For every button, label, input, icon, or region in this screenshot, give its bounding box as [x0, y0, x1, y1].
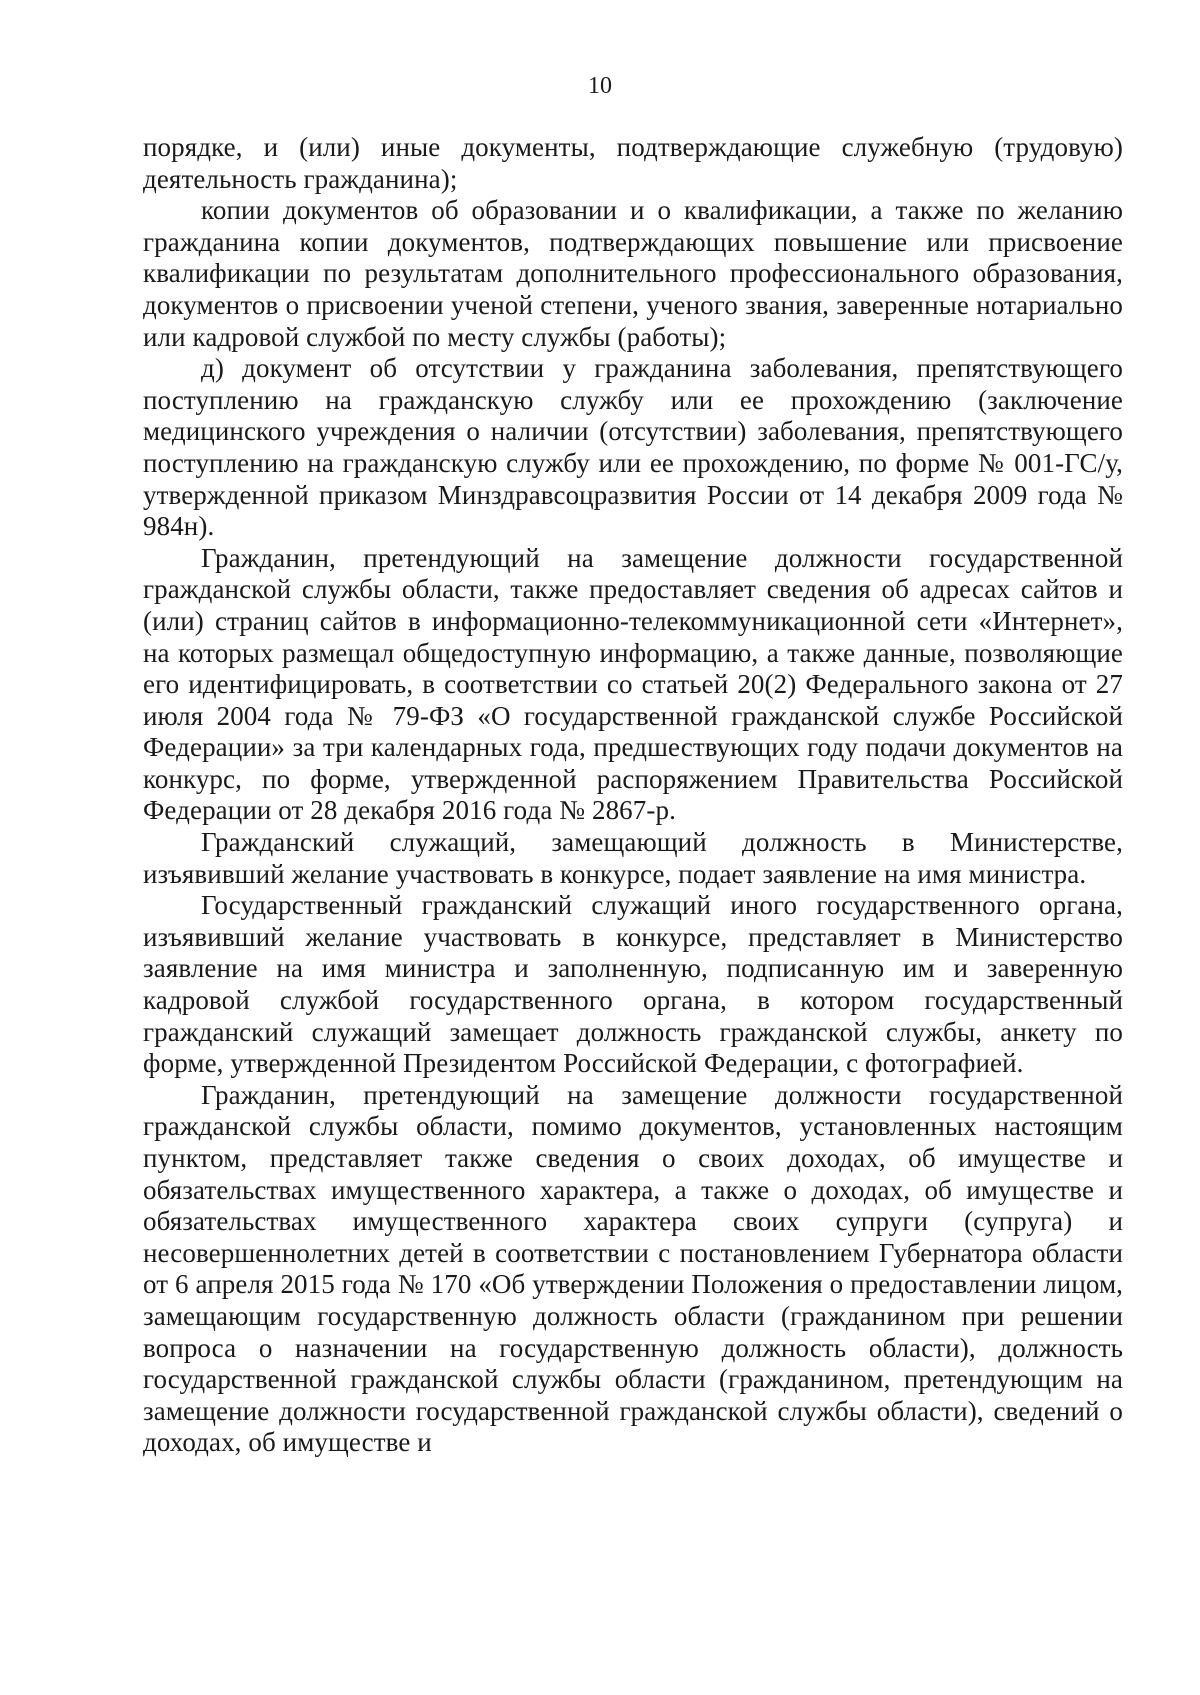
paragraph-other-agency-servant: Государственный гражданский служащий иного государственного органа, изъявивший желание участвовать в конкурсе, представляет в Министерство заявление на имя министра и заполненную, подписанную им и заверенную кадровой службой государственного органа, в котором государственный гражданский служащий замещает должность гражданской службы, анкету по форме, утвержденной Президентом Российской Федерации, с фотографией.: [143, 890, 1123, 1079]
paragraph-internet-sites: Гражданин, претендующий на замещение должности государственной гражданской службы области, также предоставляет сведения об адресах сайтов и (или) страниц сайтов в информационно-телекоммуникационной сети «Интернет», на которых размещал общедоступную информацию, а также данные, позволяющие его идентифицировать, в соответствии со статьей 20(2) Федерального закона от 27 июля 2004 года № 79-ФЗ «О государственной гражданской службе Российской Федерации» за три календарных года, предшествующих году подачи документов на конкурс, по форме, утвержденной распоряжением Правительства Российской Федерации от 28 декабря 2016 года № 2867-р.: [143, 542, 1123, 826]
paragraph-medical-document: д) документ об отсутствии у гражданина заболевания, препятствующего поступлению на гражданскую службу или ее прохождению (заключение медицинского учреждения о наличии (отсутствии) заболевания, препятствующего поступлению на гражданскую службу или ее прохождению, по форме № 001-ГС/у, утвержденной приказом Минздравсоцразвития России от 14 декабря 2009 года № 984н).: [143, 353, 1123, 542]
paragraph-income-declaration: Гражданин, претендующий на замещение должности государственной гражданской службы области, помимо документов, установленных настоящим пунктом, представляет также сведения о своих доходах, об имуществе и обязательствах имущественного характера, а также о доходах, об имуществе и обязательствах имущественного характера своих супруги (супруга) и несовершеннолетних детей в соответствии с постановлением Губернатора области от 6 апреля 2015 года № 170 «Об утверждении Положения о предоставлении лицом, замещающим государственную должность области (гражданином при решении вопроса о назначении на государственную должность области), должность государственной гражданской службы области (гражданином, претендующим на замещение должности государственной гражданской службы области), сведений о доходах, об имуществе и: [143, 1079, 1123, 1458]
paragraph-continuation: порядке, и (или) иные документы, подтверждающие служебную (трудовую) деятельность гражданина);: [143, 132, 1123, 194]
paragraph-civil-servant-ministry: Гражданский служащий, замещающий должность в Министерстве, изъявивший желание участвовать в конкурсе, подает заявление на имя министра.: [143, 827, 1123, 889]
page-number: 10: [588, 73, 612, 99]
paragraph-education-copies: копии документов об образовании и о квалификации, а также по желанию гражданина копии документов, подтверждающих повышение или присвоение квалификации по результатам дополнительного профессионального образования, документов о присвоении ученой степени, ученого звания, заверенные нотариально или кадровой службой по месту службы (работы);: [143, 195, 1123, 352]
document-body: [143, 132, 1123, 1459]
